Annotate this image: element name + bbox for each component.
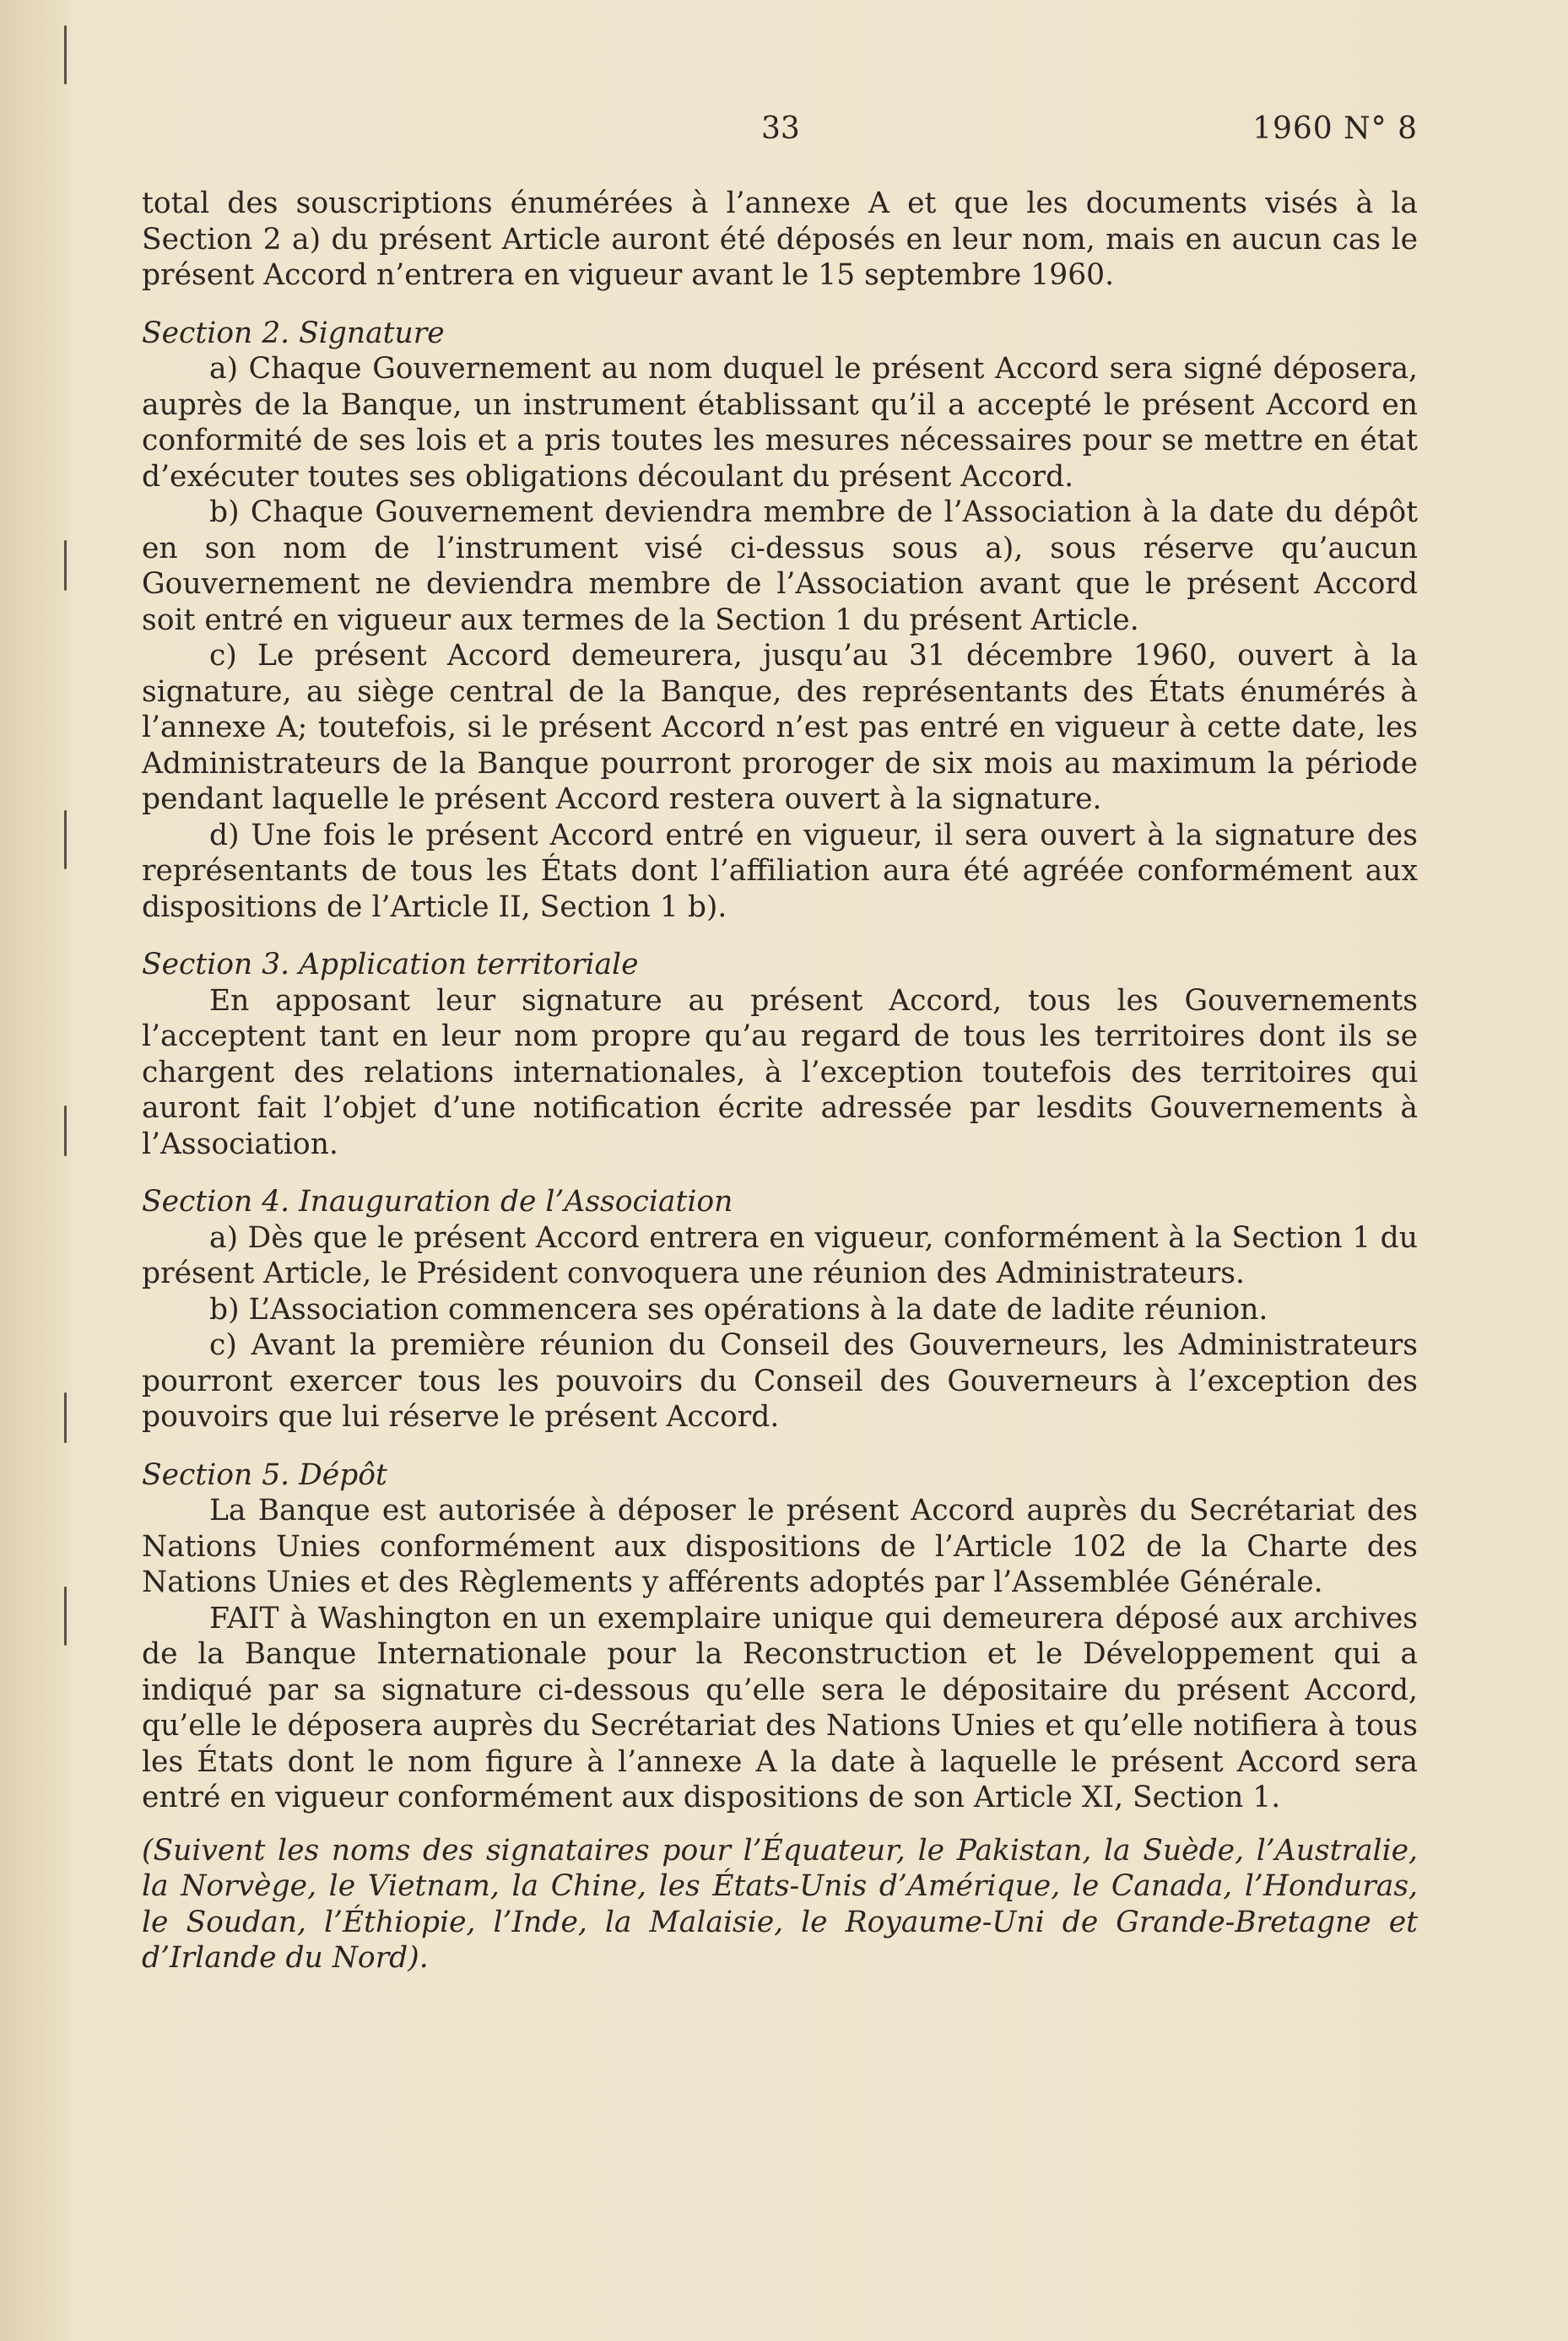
binding-mark xyxy=(64,1106,67,1156)
section-5-title: Section 5. Dépôt xyxy=(142,1457,387,1492)
page-number: 33 xyxy=(761,111,800,146)
section-3-title: Section 3. Application territoriale xyxy=(142,948,639,981)
section-2-paragraph-d: d) Une fois le présent Accord entré en vigueur, il sera ouvert à la signature des représentants de tous les États dont l’affiliation aura été agréée conformément aux dispositions de l’Article II, Section 1 b). xyxy=(142,818,1418,924)
section-2-paragraph-a: a) Chaque Gouvernement au nom duquel le présent Accord sera signé déposera, auprès de la Banque, un instrument établissant qu’il a accepté le présent Accord en conformité de ses lois et a pris toutes les mesures nécessaires pour se mettre en état d’exécuter toutes ses obligations découlant du présent Accord. xyxy=(142,352,1418,494)
signatories-note: (Suivent les noms des signataires pour l’Équateur, le Pakistan, la Suède, l’Australie, la Norvège, le Vietnam, la Chine, les États-Unis d’Amérique, le Canada, l’Honduras, le Soudan, l’Éthiopie, l’Inde, la Malaisie, le Royaume-Uni de Grande-Bretagne et d’Irlande du Nord). xyxy=(142,1833,1418,1975)
opening-paragraph: total des souscriptions énumérées à l’annexe A et que les documents visés à la Section 2 a) du présent Article auront été déposés en leur nom, mais en aucun cas le présent Accord n’entrera en vigueur avant le 15 septembre 1960. xyxy=(142,187,1418,292)
section-4-title: Section 4. Inauguration de l’Association xyxy=(142,1185,733,1219)
section-4-paragraph-c: c) Avant la première réunion du Conseil des Gouverneurs, les Administrateurs pourront exercer tous les pouvoirs du Conseil des Gouverneurs à l’exception des pouvoirs que lui réserve le présent Accord. xyxy=(142,1328,1418,1434)
binding-mark xyxy=(64,540,67,591)
page-binding-shadow xyxy=(0,0,78,2341)
section-5-paragraph: La Banque est autorisée à déposer le présent Accord auprès du Secrétariat des Nations Unies conformément aux dispositions de l’Article 102 de la Charte des Nations Unies et des Règlements y afférents adoptés par l’Assemblée Générale. xyxy=(142,1494,1418,1599)
closing-fait-paragraph: FAIT à Washington en un exemplaire unique qui demeurera déposé aux archives de la Banque Internationale pour la Reconstruction et le Développement qui a indiqué par sa signature ci-dessous qu’elle sera le dépositaire du présent Accord, qu’elle le déposera auprès du Secrétariat des Nations Unies et qu’elle notifiera à tous les États dont le nom figure à l’annexe A la date à laquelle le présent Accord sera entré en vigueur conformément aux dispositions de son Article XI, Section 1. xyxy=(142,1601,1418,1814)
section-4-paragraph-a: a) Dès que le présent Accord entrera en vigueur, conformément à la Section 1 du présent Article, le Président convoquera une réunion des Administrateurs. xyxy=(142,1220,1418,1290)
binding-mark xyxy=(64,1587,67,1646)
section-2-paragraph-c: c) Le présent Accord demeurera, jusqu’au 31 décembre 1960, ouvert à la signature, au siège central de la Banque, des représentants des États énumérés à l’annexe A; toutefois, si le présent Accord n’est pas entré en vigueur à cette date, les Administrateurs de la Banque pourront proroger de six mois au maximum la période pendant laquelle le présent Accord restera ouvert à la signature. xyxy=(142,639,1418,816)
section-2-paragraph-b: b) Chaque Gouvernement deviendra membre de l’Association à la date du dépôt en son nom de l’instrument visé ci-dessus sous a), sous réserve qu’aucun Gouvernement ne deviendra membre de l’Association avant que le présent Accord soit entré en vigueur aux termes de la Section 1 du présent Article. xyxy=(142,495,1418,637)
section-4-paragraph-b: b) L’Association commencera ses opérations à la date de ladite réunion. xyxy=(209,1292,1268,1327)
section-3-paragraph: En apposant leur signature au présent Accord, tous les Gouvernements l’acceptent tant en leur nom propre qu’au regard de tous les territoires dont ils se chargent des relations internationales, à l’exception toutefois des territoires qui auront fait l’objet d’une notification écrite adressée par lesdits Gouvernements à l’Association. xyxy=(142,983,1418,1161)
document-body xyxy=(142,111,1418,1976)
section-2-title: Section 2. Signature xyxy=(142,316,445,350)
document-reference: 1960 N° 8 xyxy=(1252,111,1418,146)
page-header xyxy=(142,111,1418,162)
binding-mark xyxy=(64,810,67,869)
binding-mark xyxy=(64,1392,67,1443)
binding-mark xyxy=(64,25,67,84)
